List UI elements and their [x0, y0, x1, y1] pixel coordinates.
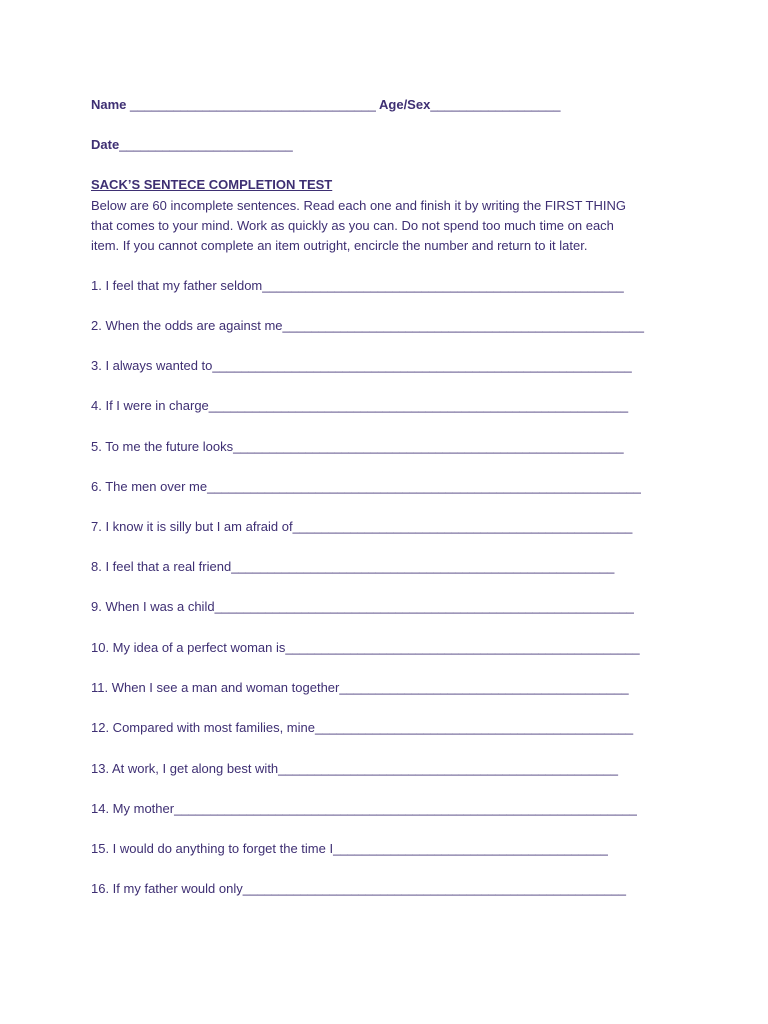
- sentence-stem: 11. When I see a man and woman together: [91, 680, 340, 695]
- sentence-stem: 6. The men over me: [91, 479, 208, 494]
- sentence-stem: 14. My mother: [91, 801, 175, 816]
- name-field[interactable]: __________________________________: [130, 97, 376, 112]
- sentence-stem: 5. To me the future looks: [91, 439, 234, 454]
- answer-blank[interactable]: __________________________________________________________: [208, 398, 629, 413]
- sentence-item-9: [91, 599, 634, 615]
- sentence-item-11: [91, 680, 629, 696]
- sentence-item-8: [91, 559, 614, 575]
- sentence-item-1: [91, 278, 624, 294]
- answer-blank[interactable]: _________________________________________________: [285, 640, 640, 655]
- sentence-stem: 7. I know it is silly but I am afraid of: [91, 519, 293, 534]
- name-label: Name: [91, 97, 127, 112]
- sentence-stem: 9. When I was a child: [91, 599, 215, 614]
- sentence-stem: 2. When the odds are against me: [91, 318, 283, 333]
- sentence-item-7: [91, 519, 632, 535]
- sentence-item-5: [91, 439, 624, 455]
- answer-blank[interactable]: ________________________________________________________________: [174, 801, 637, 816]
- answer-blank[interactable]: _____________________________________________________: [231, 559, 615, 574]
- instructions-line: item. If you cannot complete an item outright, encircle the number and return to it later.: [91, 238, 588, 253]
- date-label: Date: [91, 137, 120, 152]
- sentence-stem: 4. If I were in charge: [91, 398, 209, 413]
- sentence-item-16: [91, 881, 626, 897]
- sentence-item-14: [91, 801, 637, 817]
- test-title: SACK’S SENTECE COMPLETION TEST: [91, 177, 333, 192]
- age-sex-label: Age/Sex: [379, 97, 431, 112]
- answer-blank[interactable]: ____________________________________________: [314, 720, 634, 735]
- sentence-stem: 8. I feel that a real friend: [91, 559, 232, 574]
- answer-blank[interactable]: ____________________________________________________________: [207, 479, 641, 494]
- instructions: [91, 196, 681, 256]
- sentence-item-2: [91, 318, 644, 334]
- sentence-item-4: [91, 398, 628, 414]
- sentence-stem: 12. Compared with most families, mine: [91, 720, 315, 735]
- name-age-row: [91, 97, 560, 113]
- sentence-item-6: [91, 479, 641, 495]
- date-field[interactable]: ________________________: [119, 137, 293, 152]
- sentence-stem: 3. I always wanted to: [91, 358, 213, 373]
- sentence-item-13: [91, 761, 618, 777]
- answer-blank[interactable]: _______________________________________________: [278, 761, 618, 776]
- sentence-stem: 13. At work, I get along best with: [91, 761, 279, 776]
- date-row: [91, 137, 293, 153]
- answer-blank[interactable]: __________________________________________________________: [212, 358, 632, 373]
- answer-blank[interactable]: __________________________________________________: [282, 318, 645, 333]
- sentence-item-10: [91, 640, 640, 656]
- answer-blank[interactable]: __________________________________________________________: [214, 599, 634, 614]
- sentence-stem: 1. I feel that my father seldom: [91, 278, 263, 293]
- answer-blank[interactable]: __________________________________________________: [262, 278, 624, 293]
- sentence-item-15: [91, 841, 608, 857]
- sentence-item-12: [91, 720, 633, 736]
- answer-blank[interactable]: ______________________________________________________: [233, 439, 624, 454]
- answer-blank[interactable]: _______________________________________________: [292, 519, 633, 534]
- sentence-item-3: [91, 358, 632, 374]
- answer-blank[interactable]: _____________________________________________________: [242, 881, 626, 896]
- instructions-line: that comes to your mind. Work as quickly as you can. Do not spend too much time on each: [91, 218, 614, 233]
- age-sex-field[interactable]: __________________: [430, 97, 561, 112]
- sentence-stem: 10. My idea of a perfect woman is: [91, 640, 286, 655]
- sentence-stem: 16. If my father would only: [91, 881, 243, 896]
- instructions-line: Below are 60 incomplete sentences. Read each one and finish it by writing the FIRST THING: [91, 198, 626, 213]
- answer-blank[interactable]: ______________________________________: [333, 841, 608, 856]
- answer-blank[interactable]: ________________________________________: [339, 680, 629, 695]
- sentence-stem: 15. I would do anything to forget the time I: [91, 841, 334, 856]
